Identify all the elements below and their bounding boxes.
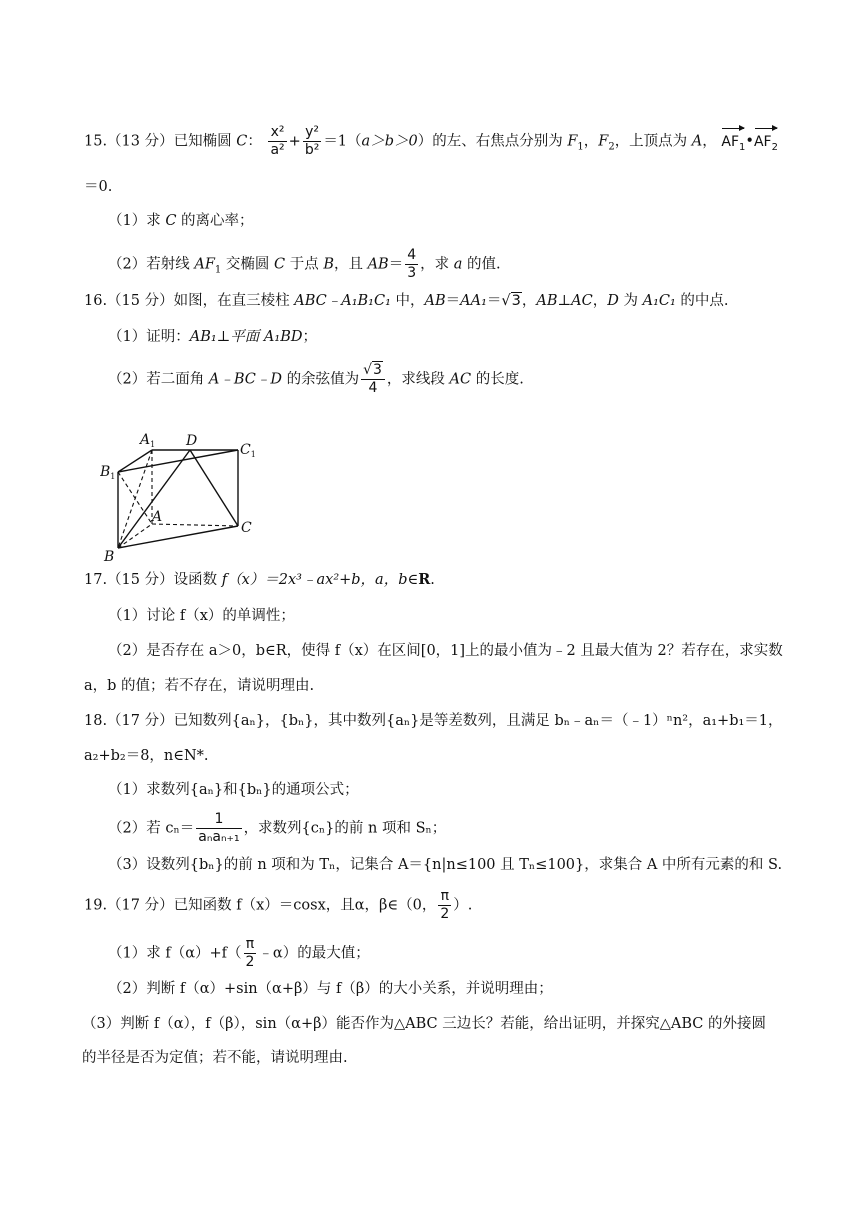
frac-den: 2 bbox=[245, 954, 255, 970]
frac-num: x² bbox=[268, 124, 286, 142]
text: （1）求 f（α）+f（ bbox=[108, 945, 242, 962]
frac-den: aₙaₙ₊₁ bbox=[198, 829, 240, 845]
label-a1: $A_1$ bbox=[140, 432, 156, 449]
equals: ＝ bbox=[388, 256, 404, 273]
text: ，求线段 bbox=[386, 371, 450, 388]
dot-product: • bbox=[745, 133, 754, 150]
q16-part2 bbox=[108, 362, 524, 397]
label-d: D bbox=[186, 433, 198, 449]
label-c1: $C_1$ bbox=[240, 442, 256, 459]
text: （1）求 bbox=[108, 213, 166, 229]
y2-over-b2 bbox=[303, 124, 322, 159]
q18-part2 bbox=[108, 811, 446, 846]
equals: ＝ bbox=[445, 293, 461, 309]
x2-over-a2 bbox=[268, 124, 286, 159]
label-b1: $B_1$ bbox=[100, 464, 116, 481]
text: ，求 bbox=[420, 256, 454, 273]
segment: AB bbox=[424, 293, 446, 309]
perp: AB⊥AC bbox=[536, 293, 593, 309]
sqrt-3: √3 bbox=[501, 293, 521, 309]
frac-num: π bbox=[438, 888, 451, 906]
q17-line1 bbox=[84, 570, 435, 590]
text: 的长度. bbox=[471, 371, 524, 388]
text: （2）若 cₙ＝ bbox=[108, 820, 195, 837]
vector-af2: $AF_2$ bbox=[754, 126, 778, 158]
ellipse-c: C bbox=[165, 213, 177, 229]
ellipse-c: C bbox=[236, 133, 248, 150]
q17-head: 17.（15 分）设函数 bbox=[84, 572, 222, 588]
condition: a＞b＞0 bbox=[361, 133, 418, 150]
q16-head: 16.（15 分）如图，在直三棱柱 bbox=[84, 293, 295, 309]
text: 的余弦值为 bbox=[281, 371, 360, 388]
q18-line2: a₂+b₂＝8，n∈N*. bbox=[84, 748, 209, 764]
text: （2）若二面角 bbox=[108, 371, 209, 388]
eq1: ＝1（ bbox=[323, 133, 362, 150]
segment: A₁C₁ bbox=[642, 293, 676, 309]
text: 于点 bbox=[285, 256, 324, 273]
ellipse-c: C bbox=[273, 256, 286, 273]
radicand: 3 bbox=[511, 293, 521, 309]
text: ， bbox=[592, 293, 608, 309]
pi-over-2 bbox=[244, 936, 257, 971]
point-d: D bbox=[607, 293, 619, 309]
q15-line2: ＝0. bbox=[84, 179, 113, 195]
text: ，求数列{cₙ}的前 n 项和 Sₙ； bbox=[243, 820, 447, 837]
frac-num: π bbox=[244, 936, 257, 954]
text: 的值. bbox=[462, 256, 501, 273]
reals-symbol: R bbox=[418, 571, 431, 588]
segment-ab: AB bbox=[367, 256, 389, 273]
q17-part1: （1）讨论 f（x）的单调性； bbox=[108, 608, 295, 624]
text: （2）若射线 bbox=[108, 256, 195, 273]
var-a: a bbox=[453, 256, 463, 273]
point-b: B bbox=[323, 256, 334, 273]
text: 交椭圆 bbox=[221, 256, 274, 273]
tail1: ）的左、右焦点分别为 bbox=[417, 133, 568, 150]
frac-den: 4 bbox=[368, 380, 378, 396]
text: ﹣α）的最大值； bbox=[258, 945, 370, 962]
colon: ： bbox=[247, 133, 262, 150]
f1: F bbox=[567, 133, 578, 150]
q19-part3-line2: 的半径是否为定值；若不能，请说明理由. bbox=[82, 1050, 348, 1066]
frac-den: 3 bbox=[407, 265, 417, 281]
frac-den: b² bbox=[304, 142, 320, 158]
label-a: A bbox=[152, 509, 163, 525]
prism: ABC﹣A₁B₁C₁ bbox=[294, 293, 391, 309]
statement: AB₁⊥平面 A₁BD bbox=[189, 329, 303, 345]
text: ，且 bbox=[333, 256, 368, 273]
frac-den: 2 bbox=[440, 906, 450, 922]
q19-part2: （2）判断 f（α）+sin（α+β）与 f（β）的大小关系，并说明理由； bbox=[108, 981, 553, 997]
pi-over-2 bbox=[438, 888, 451, 923]
label-b: B bbox=[104, 549, 115, 565]
q15-line1: 15.（13 分）已知椭圆 C： $\frac{\text{x²}}{\text{a²}}$ + $\frac{\text{y²}}{\text{b²}}$ ＝1（a＞b＞0）的左、右焦点分别为 $F_1$，$F_2$，上顶点为 A， $AF_1•AF_2$ bbox=[84, 124, 778, 158]
prism-figure bbox=[100, 430, 270, 565]
q18-part3: （3）设数列{bₙ}的前 n 项和为 Tₙ，记集合 A＝{n|n≤100 且 Tₙ≤100}，求集合 A 中所有元素的和 S. bbox=[108, 857, 783, 873]
frac-num: 4 bbox=[407, 247, 417, 263]
q15-part2: （2）若射线 $AF_1$ 交椭圆 C 于点 B，且 AB＝ $\frac{4}{3}$ ，求 a 的值. bbox=[108, 247, 501, 281]
text: 中， bbox=[390, 293, 425, 309]
comma: ， bbox=[583, 133, 599, 150]
frac-num: 1 bbox=[196, 811, 241, 829]
equals: ＝ bbox=[486, 293, 502, 309]
tail3: ， bbox=[702, 133, 717, 150]
vector-af1: $AF_1$ bbox=[721, 126, 745, 158]
q17-part2-line2: a，b 的值；若不存在，请说明理由. bbox=[84, 678, 315, 694]
text: ）. bbox=[453, 897, 473, 914]
vec-text: AF bbox=[753, 133, 772, 150]
q16-part1 bbox=[108, 327, 317, 347]
point-a: A bbox=[691, 133, 703, 150]
q19-head: 19.（17 分）已知函数 f（x）＝cosx，且α，β∈（0， bbox=[84, 897, 437, 914]
edge-dc bbox=[190, 450, 238, 526]
cn-fraction bbox=[196, 811, 241, 846]
f2: F bbox=[598, 133, 609, 150]
q17-part2-line1: （2）是否存在 a＞0，b∈R，使得 f（x）在区间[0，1]上的最小值为﹣2 且最大值为 2？若存在，求实数 bbox=[108, 643, 783, 659]
ray-af: AF bbox=[194, 256, 215, 273]
frac-num: y² bbox=[303, 124, 322, 142]
text: （1）证明： bbox=[108, 329, 190, 345]
edge-ac bbox=[152, 524, 238, 526]
edge-a1b bbox=[118, 450, 152, 548]
frac-den: a² bbox=[270, 142, 285, 158]
text: 的离心率； bbox=[176, 213, 254, 229]
dihedral-angle: A﹣BC﹣D bbox=[208, 371, 282, 388]
plus-sign: + bbox=[288, 133, 301, 150]
function-def: f（x）＝2x³﹣ax²+b，a，b∈ bbox=[221, 572, 419, 588]
q19-line1 bbox=[84, 888, 472, 923]
text: ； bbox=[302, 329, 317, 345]
frac-num: √3 bbox=[361, 362, 385, 380]
tail2: ，上顶点为 bbox=[614, 133, 692, 150]
q18-part1: （1）求数列{aₙ}和{bₙ}的通项公式； bbox=[108, 782, 359, 798]
four-thirds bbox=[405, 247, 418, 282]
text: 为 bbox=[618, 293, 643, 309]
q15-head: 15.（13 分）已知椭圆 bbox=[84, 133, 237, 150]
q15-part1 bbox=[108, 211, 254, 231]
sqrt3-over-4 bbox=[361, 362, 385, 397]
radicand: 3 bbox=[373, 362, 382, 378]
text: . bbox=[430, 572, 435, 588]
q18-line1: 18.（17 分）已知数列{aₙ}，{bₙ}，其中数列{aₙ}是等差数列，且满足 bₙ﹣aₙ＝（﹣1）ⁿn²，a₁+b₁＝1， bbox=[84, 713, 783, 729]
vec-text: AF bbox=[721, 133, 740, 150]
text: 的中点. bbox=[675, 293, 729, 309]
text: ， bbox=[521, 293, 537, 309]
q16-line1 bbox=[84, 291, 729, 311]
q19-part1 bbox=[108, 936, 370, 971]
segment: AA₁ bbox=[460, 293, 487, 309]
label-c: C bbox=[241, 520, 252, 536]
segment-ac: AC bbox=[449, 371, 472, 388]
q19-part3-line1: （3）判断 f（α），f（β），sin（α+β）能否作为△ABC 三边长？若能，给出证明，并探究△ABC 的外接圆 bbox=[82, 1016, 766, 1032]
edge-bc bbox=[118, 526, 238, 548]
